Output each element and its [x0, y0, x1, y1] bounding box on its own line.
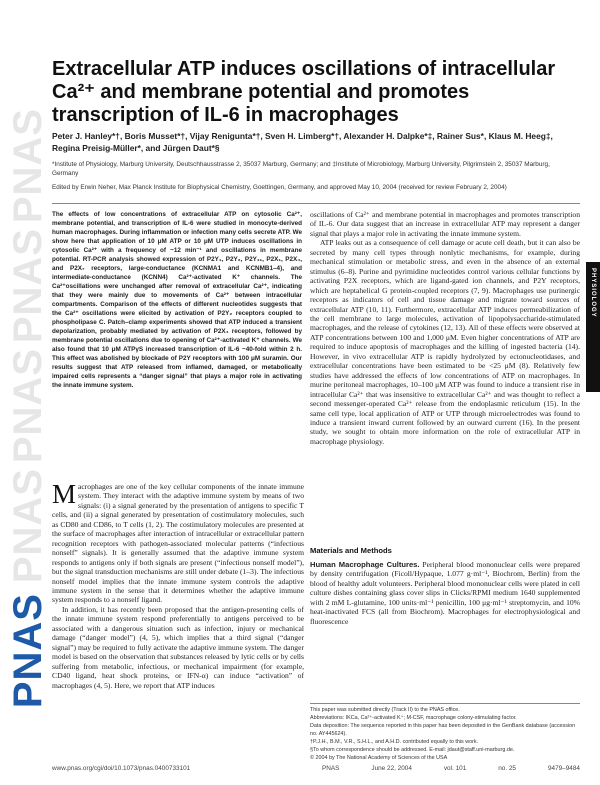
methods-heading: Materials and Methods — [310, 546, 392, 555]
footnotes — [310, 706, 580, 762]
intro-column — [52, 479, 304, 690]
editor-note: Edited by Erwin Neher, Max Planck Institute for Biophysical Chemistry, Goettingen, Germany, and approved May 10, 2004 (received for review February 2, 2004) — [52, 184, 507, 191]
abstract: The effects of low concentrations of extracellular ATP on cytosolic Ca²⁺, membrane potential, and transcription of IL-6 were studied in monocyte-derived human macrophages. During inflammation or infection many cells secrete ATP. We show here that application of 10 μM ATP or 10 μM UTP induces oscillations in cytosolic Ca²⁺ with a frequency of ~12 min⁻¹ and oscillations in membrane potential. RT-PCR analysis showed expression of P2Y₁, P2Y₂, P2Y₁₁, P2X₁, P2X₄, and P2X₇ receptors, large-conductance (KCNMA1 and KCNMB1–4), and intermediate-conductance (KCNN4) Ca²⁺-activated K⁺ channels. The Ca²⁺oscillations were unchanged after removal of extracellular Ca²⁺, indicating that they were mainly due to movements of Ca²⁺ between intracellular compartments. Comparison of the effects of different nucleotides suggests that the Ca²⁺ oscillations were elicited by activation of P2Y₂ receptors coupled to phospholipase C. Patch–clamp experiments showed that ATP induced a transient depolarization, probably mediated by activation of P2X₄ receptors, followed by membrane potential oscillations due to opening of Ca²⁺-activated K⁺ channels. We also found that 10 μM ATPγS increased transcription of IL-6 ~40-fold within 2 h. This effect was abolished by blockade of P2Y receptors with 100 μM suramin. Our results suggest that ATP released from inflamed, damaged, or metabolically impaired cells represents a “danger signal” that plays a major role in activating the innate immune system. — [52, 211, 302, 389]
footer-date: June 22, 2004 — [371, 765, 412, 772]
intro-p1-text: acrophages are one of the key cellular components of the innate immune system. They interact with the adaptive immune system by means of two signals: (i) a signal generated by the presentation of antigens to specific T cells, and (ii) a signal generated by presentation of costimulatory molecules, such as CD80 and CD86, to T cells (1, 2). The costimulatory molecules are presented at the surface of macrophages after interaction of intracellular or extracellular pattern recognition receptors with pathogen-associated molecular patterns (“infectious nonself” signals). It is generally assumed that the adaptive immune system responds to antigens only if both signals are present (“infectious nonself model”), but the signal transduction mechanisms are still under debate (1–3). The infectious nonself model implies that the innate immune system controls the adaptive immune system in the sense that it determines whether the adaptive immune system responds to a nonself ligand. — [52, 482, 304, 605]
intro-paragraph-2: In addition, it has recently been proposed that the antigen-presenting cells of the innate immune system respond preferentially to antigens perceived to be associated with a dangerous situation such as infection, injury or mechanical damage (“danger model”) (4, 5), which implies that a third signal (“danger signal”) may be required to fully activate the adaptive immune system. The danger model is based on the observation that substances released by lytic cells or by cells suffering from metabolic, infectious, or mechanical impairment (for example, CD40 ligand, heat shock proteins, or IFN-α) can induce “activation” of macrophages (4, 5). Here, we report that ATP induces — [52, 604, 304, 690]
methods-text: Peripheral blood mononuclear cells were prepared by density centrifugation (Ficoll/Hypaque, 1.077 g·ml⁻¹, Biochrom, Berlin) from the blood of healthy adult volunteers. Peripheral blood mononuclear cells were plated in cell culture dishes containing glass cover slips in Clicks/RPMI medium 1640 supplemented with 2 mM L-glutamine, 100 units·ml⁻¹ penicillin, 100 μg·ml⁻¹ streptomycin, and 10% heat-inactivated FCS (all from Biochrom). Macrophages for electrophysiological and fluorescence — [310, 560, 580, 626]
footer-issue: no. 25 — [498, 765, 516, 772]
header-rule — [52, 203, 580, 204]
drop-cap: M — [52, 479, 77, 509]
footer-journal: PNAS — [322, 765, 340, 772]
pnas-logo-ghost: PNAS — [6, 228, 50, 344]
footnote: Data deposition: The sequence reported in this paper has been deposited in the GenBank database (accession no. AY445624). — [310, 723, 576, 737]
footer-pages: 9479–9484 — [547, 765, 580, 772]
page-footer — [322, 765, 580, 772]
intro-paragraph-1 — [52, 479, 304, 605]
pnas-logo-ghost: PNAS — [6, 468, 50, 584]
article-title: Extracellular ATP induces oscillations of intracellular Ca²⁺ and membrane potential and promotes transcription of IL-6 in macrophages — [52, 58, 556, 126]
doi-link[interactable]: www.pnas.org/cgi/doi/10.1073/pnas.0400733101 — [52, 765, 191, 772]
author-list: Peter J. Hanley*†, Boris Musset*†, Vijay Renigunta*†, Sven H. Limberg*†, Alexander H. Dalpke*‡, Rainer Sus*, Klaus M. Heeg‡, Regina Preisig-Müller*, and Jürgen Daut*§ — [52, 131, 553, 153]
footnote-rule — [310, 703, 580, 704]
section-tab — [586, 262, 600, 392]
methods-column — [310, 560, 580, 626]
pnas-logo-ghost: PNAS — [6, 348, 50, 464]
footer-volume: vol. 101 — [443, 765, 467, 772]
footnote: © 2004 by The National Academy of Sciences of the USA — [310, 755, 448, 761]
affiliations: *Institute of Physiology, Marburg University, Deutschhausstrasse 2, 35037 Marburg, Germany; and ‡Institute of Microbiology, Marburg University, Pilgrimstein 2, 35037 Marburg, Germany — [52, 161, 550, 177]
methods-paragraph — [310, 560, 580, 626]
footnote: §To whom correspondence should be addressed. E-mail: jdaut@staff.uni-marburg.de. — [310, 747, 515, 753]
section-tab-label: PHYSIOLOGY — [590, 268, 596, 318]
pnas-logo-ghost: PNAS — [6, 108, 50, 224]
right-paragraph-1: oscillations of Ca²⁺ and membrane potential in macrophages and promotes transcription of IL-6. Our data suggest that an increase in extracellular ATP may represent a danger signal that plays a major role in activating the innate immune system. — [310, 210, 580, 238]
footnote: This paper was submitted directly (Track II) to the PNAS office. — [310, 707, 460, 713]
pnas-logo: PNAS — [6, 592, 50, 708]
pnas-side-logo — [2, 108, 50, 708]
footnote: †P.J.H., B.M., V.R., S.H.L., and A.H.D. contributed equally to this work. — [310, 739, 479, 745]
methods-runin-heading: Human Macrophage Cultures. — [310, 560, 420, 569]
right-paragraph-2: ATP leaks out as a consequence of cell damage or acute cell death, but it can also be secreted by many cell types through nonlytic mechanisms, for example, during mechanical stimulation or metabolic stress, and even in the absence of an external stimulus (6–8). Purine and pyrimidine nucleotides control various cellular functions by activating P2X receptors, which are ligand-gated ion channels, and P2Y receptors, which are heptahelical G protein-coupled receptors (7, 9). Macrophages use purinergic receptors as indicators of cell and tissue damage and migrate toward sources of extracellular ATP (10, 11). Furthermore, extracellular ATP induces permeabilization of the cell membrane to large molecules, activation of lipopolysaccharide-stimulated macrophages, and the release of cytokines (12, 13). All of these effects were observed at ATP concentrations between 100 and 1,000 μM. Even higher concentrations of ATP are required to induce apoptosis of macrophages and the killing of ingested bacteria (14). However, in vivo extracellular ATP is rapidly hydrolyzed by ectonucleotidases, and extracellular concentrations have been estimated to be <25 μM (8). Relatively few studies have addressed the effects of low concentrations of ATP on macrophages. In murine peritoneal macrophages, 10–100 μM ATP was found to induce a transient rise in intracellular Ca²⁺ that was insensitive to extracellular Ca²⁺ and was thought to reflect a second messenger-operated Ca²⁺ release from the endoplasmic reticulum (15). In the same cell type, local application of ATP or UTP through microelectrodes was found to induce a transient inward current followed by an outward current (16). In the present study, we sought to obtain more information on the role of extracellular ATP in macrophage physiology. — [310, 238, 580, 446]
right-column — [310, 210, 580, 446]
footnote: Abbreviations: IKCa, Ca²⁺-activated K⁺; M-CSF, macrophage colony-stimulating factor. — [310, 715, 517, 721]
